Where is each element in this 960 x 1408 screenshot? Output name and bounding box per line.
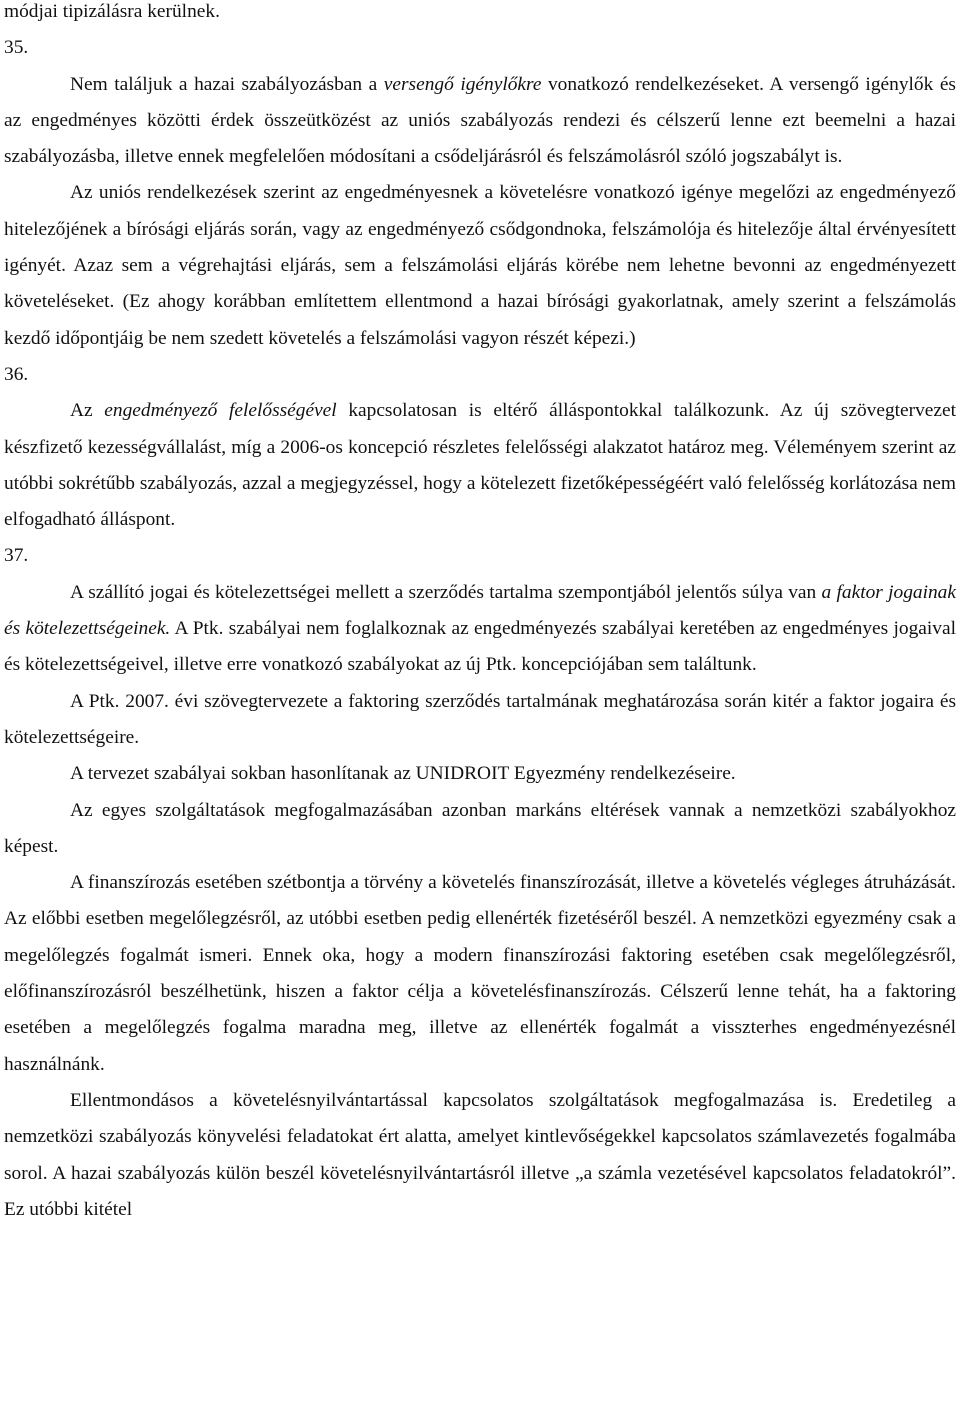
text-run: A finanszírozás esetében szétbontja a törvény a követelés finanszírozását, illetve a követelés végleges átruházását. Az előbbi esetben megelőlegzésről, az utóbbi esetben pedig ellenérték fizetéséről beszél. A nemzetközi egyezmény csak a megelőlegzés fogalmát ismeri. Ennek oka, hogy a modern finanszírozási faktoring esetében csak megelőlegzésről, előfinanszírozásról beszélhetünk, hiszen a faktor célja a követelésfinanszírozás. Célszerű lenne tehát, ha a faktoring esetében a megelőlegzés fogalma maradna meg, illetve az ellenérték fogalmát a visszterhes engedményezésnél használnánk.: [4, 872, 956, 1075]
section-number: [4, 357, 956, 393]
text-run: 36.: [4, 363, 29, 385]
paragraph: [4, 175, 956, 356]
section-number: [4, 538, 956, 574]
text-run: Ellentmondásos a követelésnyilvántartással kapcsolatos szolgáltatások megfogalmazása is. Eredetileg a nemzetközi szabályozás könyvelési feladatokat ért alatta, amelyet kintlevőségekkel kapcsolatos számlavezetés fogalmába sorol. A hazai szabályozás külön beszél követelésnyilvántartásról illetve „a számla vezetésével kapcsolatos feladatokról”. Ez utóbbi kitétel: [4, 1089, 956, 1220]
text-run: kapcsolatosan is eltérő álláspontokkal találkozunk. Az új szövegtervezet készfizető kezességvállalást, míg a 2006-os koncepció részletes felelősségi alakzatot határoz meg. Véleményem szerint az utóbbi sokrétűbb szabályozás, azzal a megjegyzéssel, hogy a kötelezett fizetőképességéért való felelősség korlátozása nem elfogadható álláspont.: [4, 400, 956, 531]
text-run: vonatkozó rendelkezéseket. A versengő igénylők és az engedményes közötti érdek összeütközést az uniós szabályozás rendezi és célszerű lenne ezt beemelni a hazai szabályozásba, illetve ennek megfelelően módosítani a csődeljárásról és felszámolásról szóló jogszabályt is.: [4, 73, 956, 168]
italic-term: engedményező felelősségével: [104, 400, 337, 422]
text-run: A szállító jogai és kötelezettségei mellett a szerződés tartalma szempontjából jelentős súlya van: [70, 581, 822, 603]
text-run: A Ptk. 2007. évi szövegtervezete a faktoring szerződés tartalmának meghatározása során kitér a faktor jogaira és kötelezettségeire.: [4, 690, 956, 748]
text-run: módjai tipizálásra kerülnek.: [4, 1, 220, 22]
paragraph: [4, 1083, 956, 1228]
text-run: A tervezet szabályai sokban hasonlítanak az UNIDROIT Egyezmény rendelkezéseire.: [70, 763, 736, 785]
text-run: Az uniós rendelkezések szerint az engedményesnek a követelésre vonatkozó igénye megelőzi az engedményező hitelezőjének a bírósági eljárás során, vagy az engedményező csődgondnoka, felszámolója és hitelezője által érvényesített igényét. Azaz sem a végrehajtási eljárás, sem a felszámolási eljárás körébe nem lehetne bevonni az engedményezett követeléseket. (Ez ahogy korábban említettem ellentmond a hazai bírósági gyakorlatnak, amely szerint a felszámolás kezdő időpontjáig be nem szedett követelés a felszámolási vagyon részét képezi.): [4, 182, 956, 349]
document-page: [4, 0, 956, 1228]
text-run: A Ptk. szabályai nem foglalkoznak az engedményezés szabályai keretében az engedményes jogaival és kötelezettségeivel, illetve erre vonatkozó szabályokat az új Ptk. koncepciójában sem találtunk.: [4, 618, 956, 676]
text-run: Az egyes szolgáltatások megfogalmazásában azonban markáns eltérések vannak a nemzetközi szabályokhoz képest.: [4, 799, 956, 857]
paragraph: [4, 684, 956, 757]
paragraph: [4, 575, 956, 684]
paragraph: [4, 67, 956, 176]
paragraph: [4, 756, 956, 792]
paragraph: [4, 865, 956, 1083]
continued-text: [4, 0, 956, 30]
italic-term: a faktor jogainak és kötelezettségeinek.: [4, 581, 956, 640]
italic-term: versengő igénylőkre: [383, 73, 542, 95]
section-number: [4, 30, 956, 66]
paragraph: [4, 793, 956, 866]
text-run: Nem találjuk a hazai szabályozásban a: [70, 73, 384, 95]
text-run: 37.: [4, 545, 29, 567]
text-run: 35.: [4, 37, 29, 59]
text-run: Az: [70, 400, 105, 422]
paragraph: [4, 393, 956, 538]
